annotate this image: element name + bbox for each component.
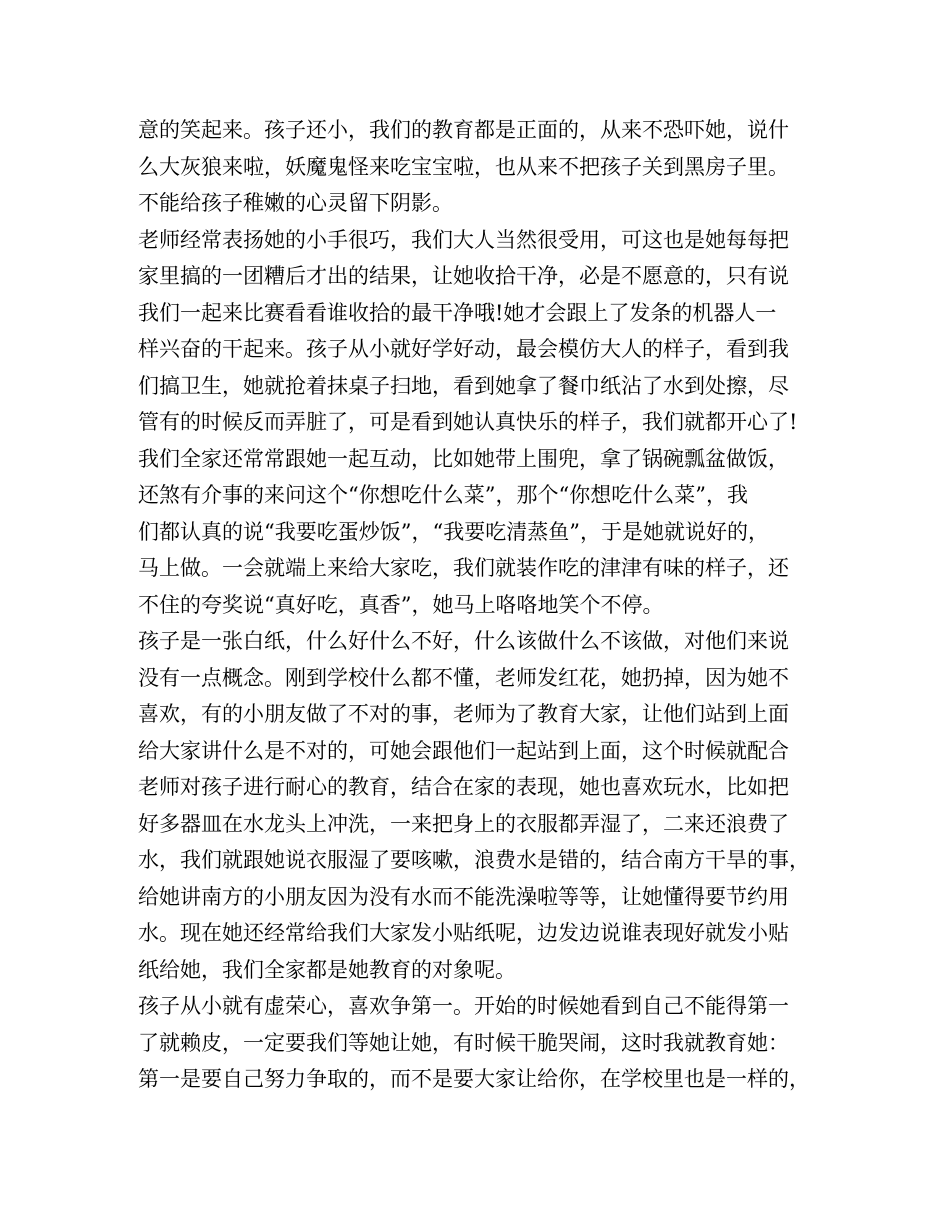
text-line: 家里搞的一团糟后才出的结果，让她收拾干净，必是不愿意的，只有说 <box>138 264 789 288</box>
text-line: 老师经常表扬她的小手很巧，我们大人当然很受用，可这也是她每每把 <box>138 227 789 252</box>
text-line: 第一是要自己努力争取的，而不是要大家让给你，在学校里也是一样的， <box>138 1067 810 1091</box>
text-line: 不能给孩子稚嫩的心灵留下阴影。 <box>138 191 453 215</box>
text-line: 水。现在她还经常给我们大家发小贴纸呢，边发边说谁表现好就发小贴 <box>138 921 789 945</box>
text-line: 意的笑起来。孩子还小，我们的教育都是正面的，从来不恐吓她，说什 <box>138 118 789 142</box>
text-line: 水，我们就跟她说衣服湿了要咳嗽，浪费水是错的，结合南方干旱的事， <box>138 848 810 872</box>
body-text <box>138 112 828 1098</box>
text-line: 纸给她，我们全家都是她教育的对象呢。 <box>138 957 516 982</box>
text-line: 老师对孩子进行耐心的教育，结合在家的表现，她也喜欢玩水，比如把 <box>138 775 789 799</box>
text-line: 喜欢，有的小朋友做了不对的事，老师为了教育大家，让他们站到上面 <box>138 702 789 726</box>
text-line: 么大灰狼来啦，妖魔鬼怪来吃宝宝啦，也从来不把孩子关到黑房子里。 <box>138 154 789 179</box>
text-line: 管有的时候反而弄脏了，可是看到她认真快乐的样子，我们就都开心了! <box>138 410 798 434</box>
text-line: 给大家讲什么是不对的，可她会跟他们一起站到上面，这个时候就配合 <box>138 738 789 763</box>
text-line: 马上做。一会就端上来给大家吃，我们就装作吃的津津有味的样子，还 <box>138 556 789 580</box>
text-line: 们搞卫生，她就抢着抹桌子扫地，看到她拿了餐巾纸沾了水到处擦，尽 <box>138 373 789 398</box>
text-line: 我们一起来比赛看看谁收拾的最干净哦!她才会跟上了发条的机器人一 <box>138 300 777 325</box>
text-line: 给她讲南方的小朋友因为没有水而不能洗澡啦等等，让她懂得要节约用 <box>138 884 789 909</box>
text-line: 孩子从小就有虚荣心，喜欢争第一。开始的时候她看到自己不能得第一 <box>138 994 789 1018</box>
text-line: 没有一点概念。刚到学校什么都不懂，老师发红花，她扔掉，因为她不 <box>138 665 789 690</box>
text-line: 样兴奋的干起来。孩子从小就好学好动，最会模仿大人的样子，看到我 <box>138 337 789 361</box>
text-line: 我们全家还常常跟她一起互动，比如她带上围兜，拿了锅碗瓢盆做饭， <box>138 446 789 471</box>
text-line: 还煞有介事的来问这个“你想吃什么菜”，那个“你想吃什么菜”，我 <box>138 483 748 507</box>
text-line: 了就赖皮，一定要我们等她让她，有时候干脆哭闹，这时我就教育她： <box>138 1030 789 1055</box>
text-line: 们都认真的说“我要吃蛋炒饭”，“我要吃清蒸鱼”，于是她就说好的， <box>138 519 769 544</box>
text-line: 不住的夸奖说“真好吃，真香”，她马上咯咯地笑个不停。 <box>138 592 664 617</box>
text-line: 孩子是一张白纸，什么好什么不好，什么该做什么不该做，对他们来说 <box>138 629 789 653</box>
text-line: 好多器皿在水龙头上冲洗，一来把身上的衣服都弄湿了，二来还浪费了 <box>138 811 789 836</box>
